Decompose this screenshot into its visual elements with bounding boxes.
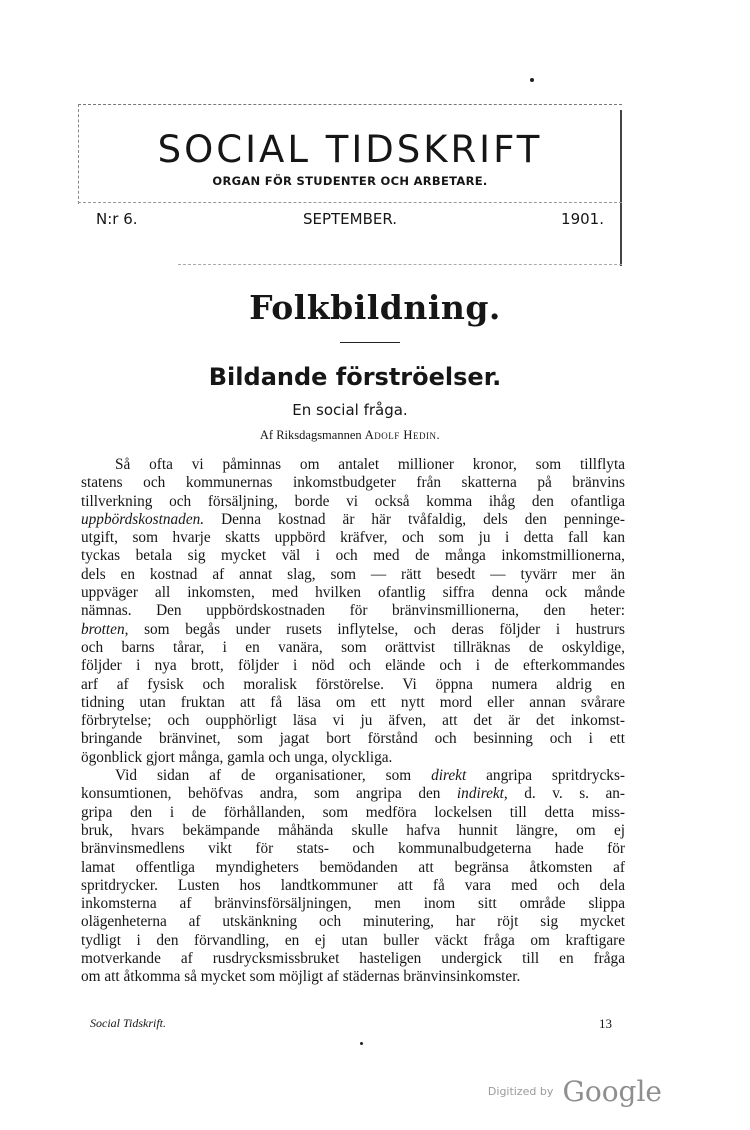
page-footer xyxy=(90,1016,612,1034)
text-fragment: konsumtionen, behöfvas andra, som angripa den xyxy=(81,785,457,803)
text-line: uppväger all inkomsten, med hvilken ofantlig siffra denna ock månde xyxy=(81,584,625,602)
text-line xyxy=(81,785,625,803)
article-subtitle: En social fråga. xyxy=(292,401,408,419)
text-line: om att åtkomma så mycket som möjligt af städernas bränvinsinkomster. xyxy=(81,968,521,986)
text-line: tillverkning och försäljning, borde vi också komma ihåg den ofantliga xyxy=(81,492,625,510)
text-line: nämnas. Den uppbördskostnaden för bränvinsmillionerna, den heter: xyxy=(81,602,625,620)
journal-title: SOCIAL TIDSKRIFT xyxy=(157,128,543,171)
text-fragment: som begås under rusets inflytelse, och deras följder i hustrurs xyxy=(128,620,625,638)
article-body xyxy=(81,456,625,987)
text-line xyxy=(81,621,625,639)
article-title: Bildande förströelser. xyxy=(208,363,502,391)
ink-speck xyxy=(360,1042,363,1045)
text-line xyxy=(81,767,625,785)
text-fragment: d. v. s. an- xyxy=(507,785,625,803)
issue-info xyxy=(96,210,604,232)
frame-line xyxy=(78,104,622,105)
text-line: och barns tårar, i en vanära, som orättvist tillräknas de oskyldige, xyxy=(81,638,625,656)
text-line: ögonblick gjort många, gamla och unga, olyckliga. xyxy=(81,748,393,766)
text-line: spritdrycker. Lusten hos landtkommuner att få vara med och dela xyxy=(81,876,625,894)
text-line: gripa den i de förhållanden, som medföra lockelsen till detta miss- xyxy=(81,803,625,821)
page-number: 13 xyxy=(599,1016,612,1031)
text-line: tydligt i den förvandling, en ej utan buller väckt fråga om kraftigare xyxy=(81,931,625,949)
google-logo: Google xyxy=(562,1075,662,1108)
text-line: olägenheterna af utskänkning och minutering, har röjt sig mycket xyxy=(81,913,625,931)
text-line: följder i nya brott, följder i nöd och elände och i de efterkommandes xyxy=(81,657,625,675)
text-line: arf af fysisk och moralisk förstörelse. Vi öppna numera aldrig en xyxy=(81,675,625,693)
text-line: statens och kommunernas inkomstbudgeter från skatterna på bränvins xyxy=(81,474,625,492)
text-line: bränvinsmedlens vikt för stats- och kommunalbudgeterna hade för xyxy=(81,840,625,858)
watermark-prefix: Digitized by xyxy=(487,1085,554,1098)
journal-subtitle: ORGAN FÖR STUDENTER OCH ARBETARE. xyxy=(212,174,488,188)
text-line: bringande bränvinet, som jagat bort förstånd och besinning och i ett xyxy=(81,730,625,748)
text-line xyxy=(81,511,625,529)
frame-line xyxy=(178,264,622,265)
text-line: motverkande af rusdrycksmissbruket hasteligen undergick till en fråga xyxy=(81,950,625,968)
digitization-watermark xyxy=(488,1075,662,1108)
emphasis-text: indirekt, xyxy=(456,785,508,803)
emphasis-text: uppbördskostnaden. xyxy=(81,510,205,528)
text-line: lamat offentliga myndigheters bemödanden att begränsa åtkomsten af xyxy=(81,858,625,876)
frame-line xyxy=(78,202,622,203)
text-fragment: Denna kostnad är här tvåfaldig, dels den penninge- xyxy=(204,510,625,528)
text-line: tyckas betala sig mycket väl i och med de många inkomstmillionerna, xyxy=(81,547,625,565)
text-line: inkomsterna af bränvinsförsäljningen, men inom sitt område slippa xyxy=(81,895,625,913)
issue-month: SEPTEMBER. xyxy=(302,210,398,228)
text-line: dels en kostnad af annat slag, som — rätt besedt — tyvärr mer än xyxy=(81,565,625,583)
byline xyxy=(0,428,700,443)
text-line: utgift, som hvarje skatts uppbörd kräfver, och som ju i detta fall kan xyxy=(81,529,625,547)
footer-journal-name: Social Tidskrift. xyxy=(90,1016,167,1030)
text-fragment: angripa spritdrycks- xyxy=(466,767,625,785)
byline-author: Adolf Hedin. xyxy=(364,428,441,442)
text-line: bruk, hvars bekämpande måhända skulle hafva hunnit längre, om ej xyxy=(81,821,625,839)
emphasis-text: brotten, xyxy=(81,620,129,638)
text-line: tidning utan fruktan att få läsa om ett nytt mord eller annan svårare xyxy=(81,693,625,711)
byline-prefix: Af Riksdagsmannen xyxy=(259,428,362,442)
ink-speck xyxy=(530,78,534,82)
text-fragment: Vid sidan af de organisationer, som xyxy=(115,767,432,785)
emphasis-text: direkt xyxy=(431,767,467,785)
text-line: Så ofta vi påminnas om antalet millioner kronor, som tillflyta xyxy=(115,456,625,473)
heading-rule xyxy=(340,342,400,343)
issue-year: 1901. xyxy=(561,210,604,228)
issue-number: N:r 6. xyxy=(96,210,138,228)
section-heading: Folkbildning. xyxy=(249,288,501,327)
text-line: förbrytelse; och oupphörligt läsa vi ju äfven, att det är det inkomst- xyxy=(81,712,625,730)
